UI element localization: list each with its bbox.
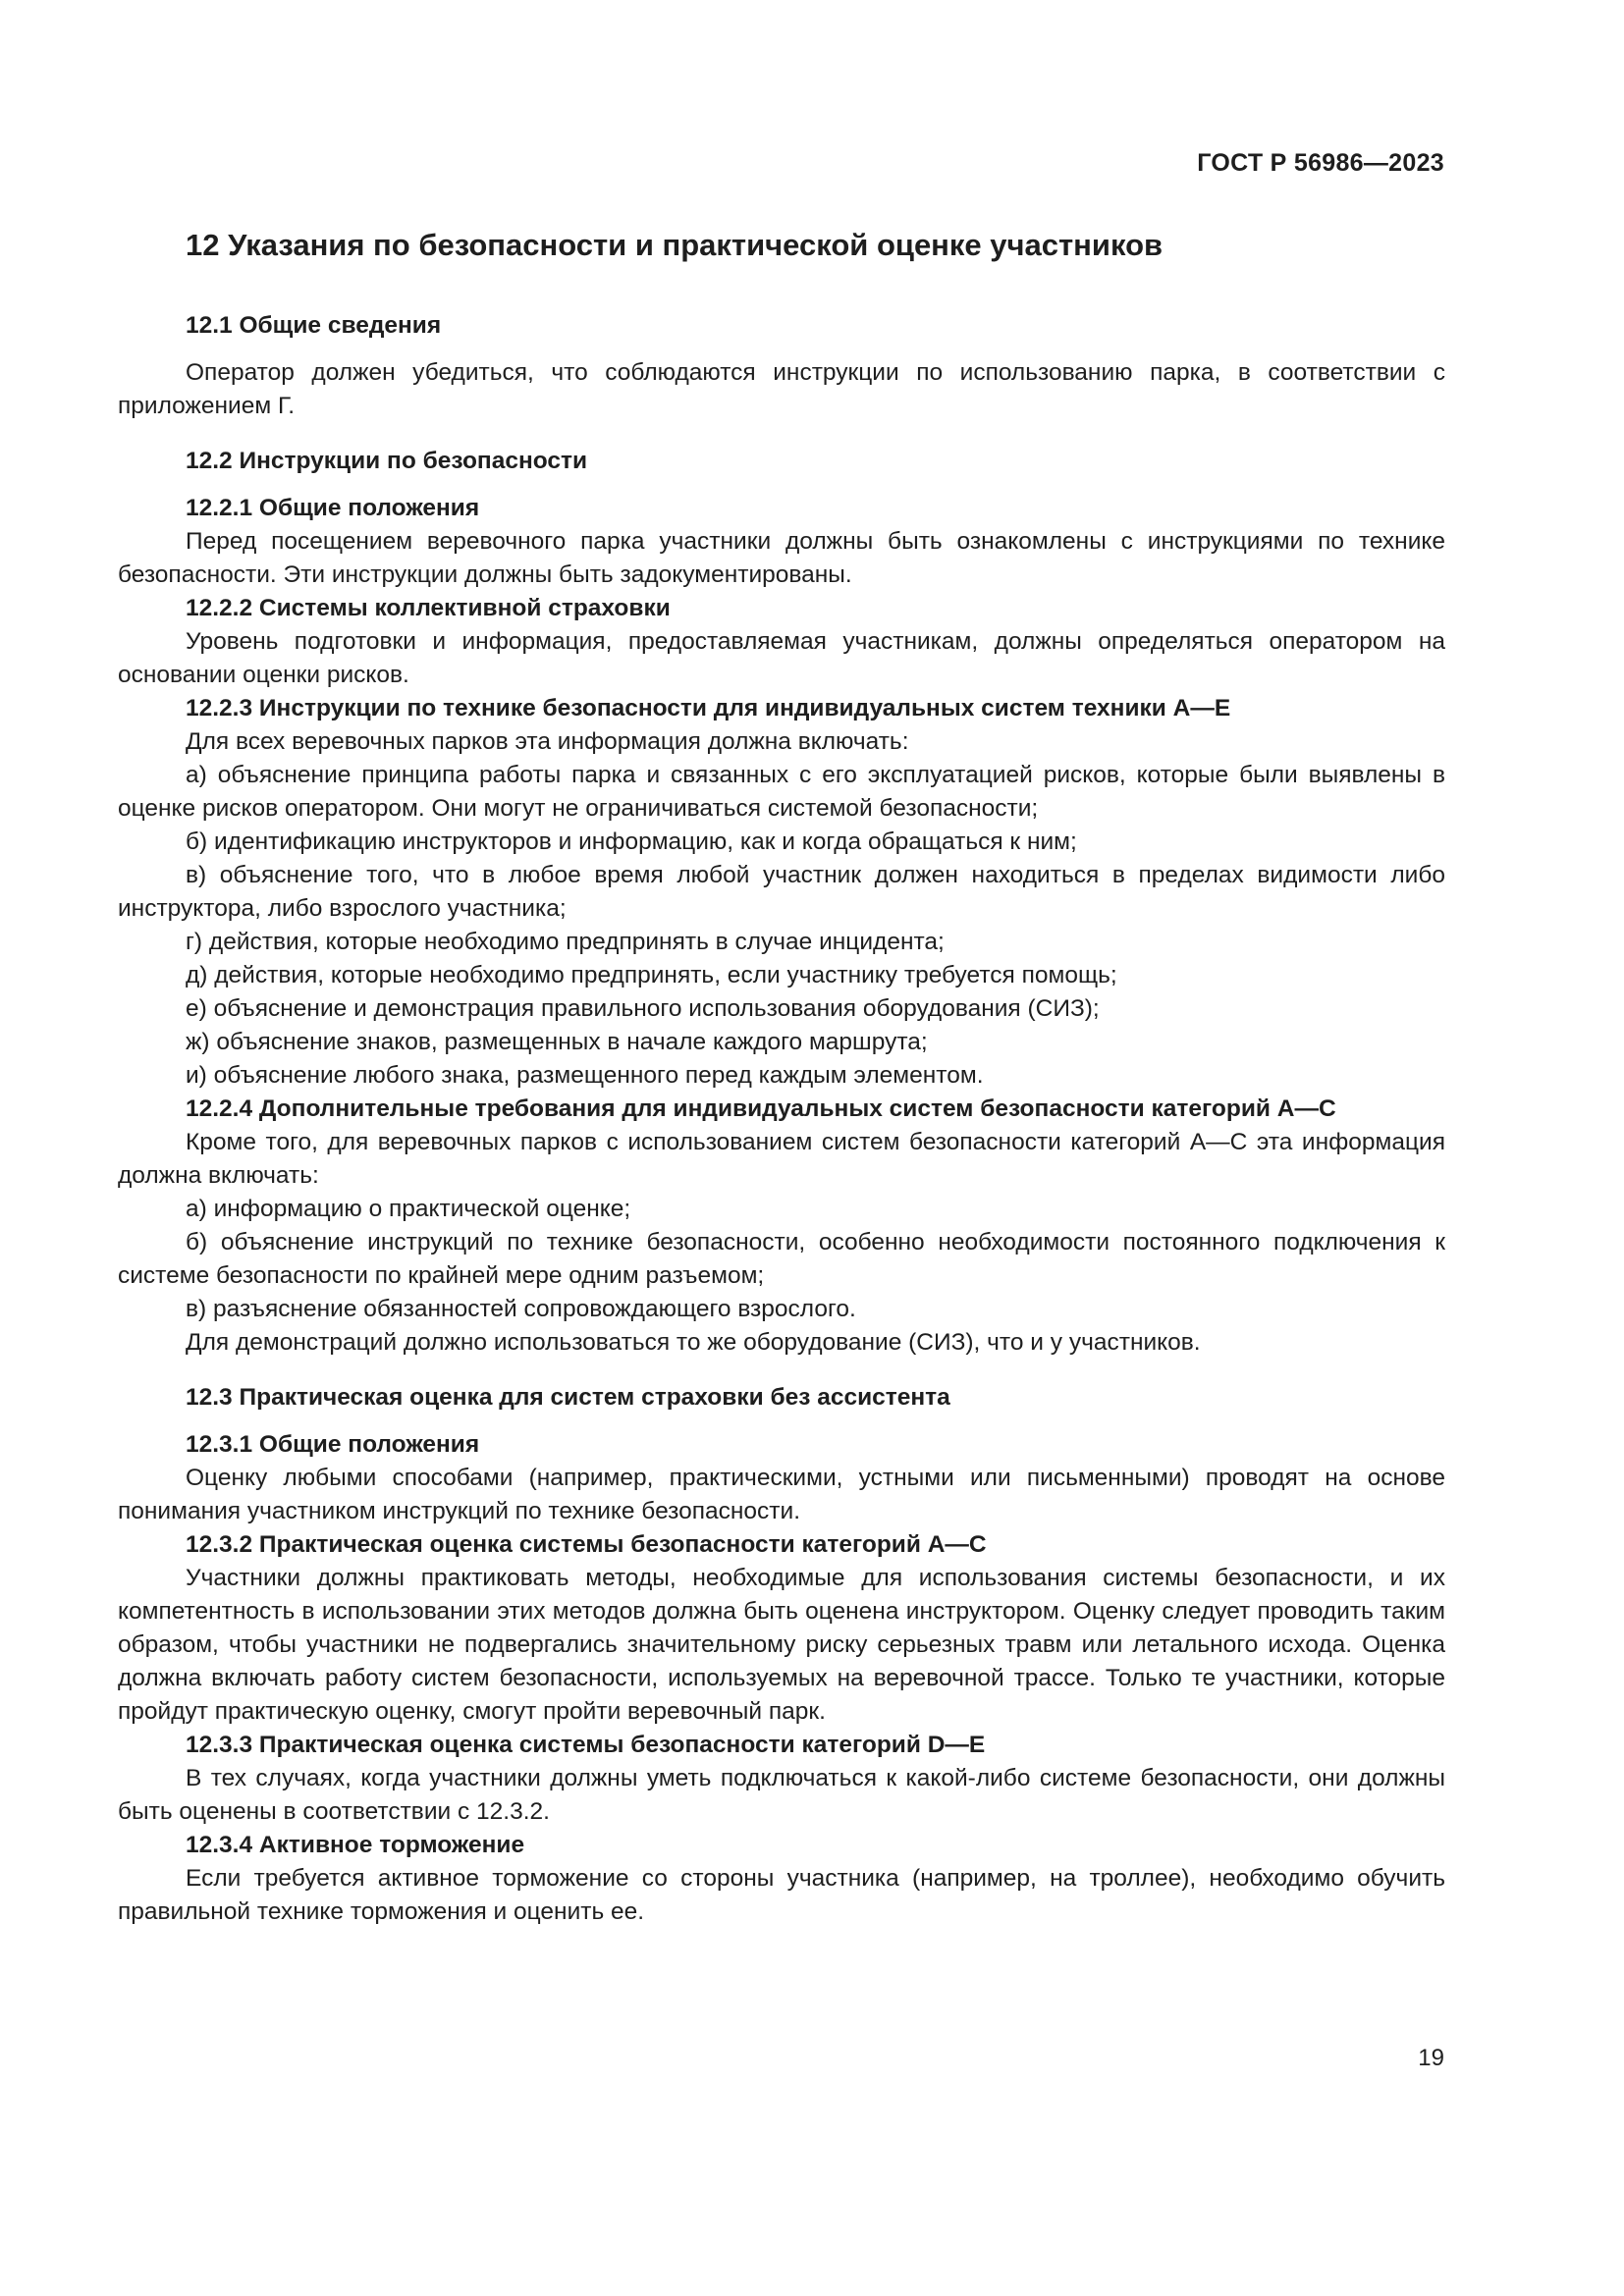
subsection-heading: 12.3.2 Практическая оценка системы безопасности категорий А—С <box>186 1531 987 1558</box>
subsection-heading: 12.1 Общие сведения <box>186 312 442 339</box>
paragraph: Уровень подготовки и информация, предоставляемая участникам, должны определяться оператором на основании оценки рисков. <box>118 628 1445 688</box>
paragraph: Для демонстраций должно использоваться то же оборудование (СИЗ), что и у участников. <box>186 1329 1201 1356</box>
page-number: 19 <box>1418 2045 1444 2071</box>
paragraph: Перед посещением веревочного парка участники должны быть ознакомлены с инструкциями по технике безопасности. Эти инструкции должны быть задокументированы. <box>118 528 1445 588</box>
paragraph: а) информацию о практической оценке; <box>186 1196 631 1222</box>
subsection-heading: 12.2.2 Системы коллективной страховки <box>186 595 671 621</box>
paragraph: г) действия, которые необходимо предпринять в случае инцидента; <box>186 929 945 955</box>
subsection-heading: 12.2.3 Инструкции по технике безопасности для индивидуальных систем техники А—Е <box>186 695 1231 721</box>
paragraph: в) разъяснение обязанностей сопровождающего взрослого. <box>186 1296 856 1322</box>
subsection-heading: 12.3 Практическая оценка для систем страховки без ассистента <box>186 1384 950 1411</box>
section-title: 12 Указания по безопасности и практической оценке участников <box>186 228 1164 262</box>
subsection-heading: 12.2 Инструкции по безопасности <box>186 448 588 474</box>
subsection-heading: 12.3.3 Практическая оценка системы безопасности категорий D—Е <box>186 1732 986 1758</box>
paragraph: ж) объяснение знаков, размещенных в начале каждого маршрута; <box>186 1029 928 1055</box>
subsection-heading: 12.3.4 Активное торможение <box>186 1832 525 1858</box>
paragraph: Оператор должен убедиться, что соблюдаются инструкции по использованию парка, в соответствии с приложением Г. <box>118 359 1445 419</box>
paragraph: Участники должны практиковать методы, необходимые для использования системы безопасности, и их компетентность в использовании этих методов должна быть оценена инструктором. Оценку следует проводить таким образом, чтобы участники не подвергались значительному риску серьезных травм или летального исхода. Оценка должна включать работу систем безопасности, используемых на веревочной трассе. Только те участники, которые пройдут практическую оценку, смогут пройти веревочный парк. <box>118 1565 1445 1725</box>
subsection-heading: 12.2.1 Общие положения <box>186 495 480 521</box>
paragraph: Для всех веревочных парков эта информация должна включать: <box>186 728 909 755</box>
paragraph: а) объяснение принципа работы парка и связанных с его эксплуатацией рисков, которые были выявлены в оценке рисков оператором. Они могут не ограничиваться системой безопасности; <box>118 762 1445 822</box>
paragraph: В тех случаях, когда участники должны уметь подключаться к какой-либо системе безопасности, они должны быть оценены в соответствии с 12.3.2. <box>118 1765 1445 1825</box>
paragraph: б) идентификацию инструкторов и информацию, как и когда обращаться к ним; <box>186 828 1077 855</box>
paragraph: б) объяснение инструкций по технике безопасности, особенно необходимости постоянного подключения к системе безопасности по крайней мере одним разъемом; <box>118 1229 1445 1289</box>
paragraph: д) действия, которые необходимо предпринять, если участнику требуется помощь; <box>186 962 1117 988</box>
paragraph: Кроме того, для веревочных парков с использованием систем безопасности категорий А—С эта информация должна включать: <box>118 1129 1445 1189</box>
paragraph: в) объяснение того, что в любое время любой участник должен находиться в пределах видимости либо инструктора, либо взрослого участника; <box>118 862 1445 922</box>
paragraph: е) объяснение и демонстрация правильного использования оборудования (СИЗ); <box>186 995 1100 1022</box>
subsection-heading: 12.3.1 Общие положения <box>186 1431 480 1458</box>
page-content <box>118 221 1445 1929</box>
paragraph: и) объяснение любого знака, размещенного перед каждым элементом. <box>186 1062 984 1089</box>
subsection-heading: 12.2.4 Дополнительные требования для индивидуальных систем безопасности категорий А—С <box>186 1095 1336 1122</box>
document-code: ГОСТ Р 56986—2023 <box>1197 149 1444 177</box>
paragraph: Оценку любыми способами (например, практическими, устными или письменными) проводят на основе понимания участником инструкций по технике безопасности. <box>118 1465 1445 1524</box>
text-blocks <box>118 309 1445 1929</box>
paragraph: Если требуется активное торможение со стороны участника (например, на троллее), необходимо обучить правильной технике торможения и оценить ее. <box>118 1865 1445 1925</box>
